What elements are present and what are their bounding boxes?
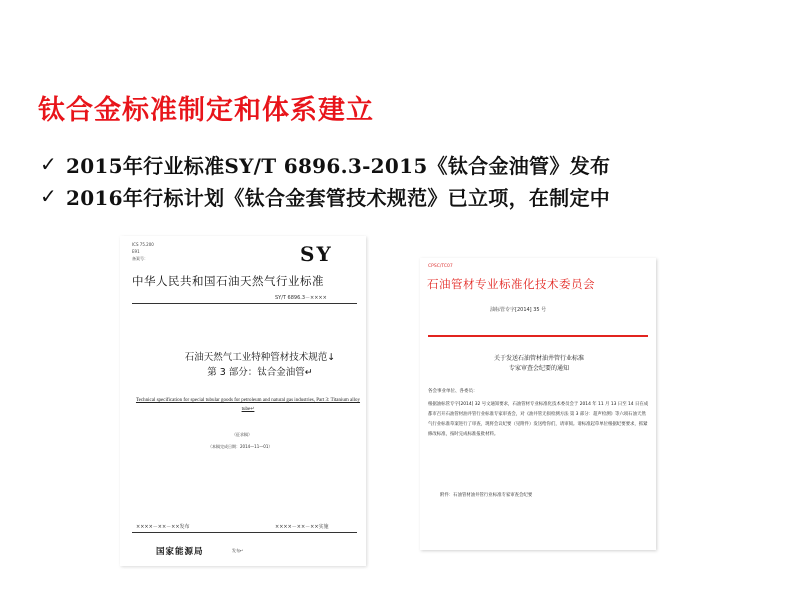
- bullet-text: 2016年行标计划《钛合金套管技术规范》已立项，在制定中: [66, 185, 611, 210]
- red-divider: [428, 335, 648, 337]
- notice-title-line: 专家审查会纪要的通知: [508, 365, 569, 372]
- publish-date: ××××－××－××发布: [136, 524, 190, 530]
- draft-note: （征求稿）: [232, 432, 252, 437]
- document-title: [165, 350, 355, 380]
- bullet-item: [40, 180, 610, 212]
- divider: [132, 303, 357, 304]
- bullet-list: [40, 148, 610, 212]
- standard-code: SY/T 6896.3－××××: [275, 295, 327, 301]
- divider: [132, 532, 357, 533]
- standard-header: 中华人民共和国石油天然气行业标准: [132, 274, 324, 288]
- checkmark-icon: ✓: [40, 184, 57, 208]
- org-code: CPSC/TC07: [428, 264, 453, 269]
- greeting: 各会事业单位、各委员：: [428, 389, 478, 394]
- implement-date: ××××－××－××实施: [275, 524, 329, 530]
- document-number: 油标管专字[2014] 35 号: [490, 307, 547, 313]
- document-title-line: 石油天然气工业特种管材技术规范↓: [184, 352, 336, 363]
- issuer: 国家能源局: [156, 547, 204, 557]
- record-number: 备案号：: [132, 256, 148, 261]
- sy-logo: SY: [300, 242, 333, 266]
- notice-title-line: 关于发送石油管材油井管行业标准: [493, 355, 584, 362]
- issuer-suffix: 发布↵: [232, 548, 244, 553]
- document-title-line: 第 3 部分：钛合金油管↵: [207, 367, 313, 378]
- standard-document-image: [120, 236, 366, 566]
- bullet-item: [40, 148, 610, 180]
- attachment-line: 附件：石油管材油井管行业标准专家审查会纪要: [440, 493, 533, 498]
- finish-date: （本稿完成日期：2014—11—01）: [208, 444, 273, 449]
- ccs-code: E91: [132, 249, 140, 254]
- notice-title: [434, 354, 644, 374]
- notice-document-image: [420, 258, 656, 550]
- english-title: Technical specification for special tubular goods for petroleum and natural gas industries, Part 3: Titanium alloy tube↵: [135, 398, 361, 412]
- checkmark-icon: ✓: [40, 152, 57, 176]
- slide-title: 钛合金标准制定和体系建立: [38, 95, 374, 126]
- ics-code: ICS 75.200: [132, 242, 154, 247]
- org-name: 石油管材专业标准化技术委员会: [427, 277, 595, 291]
- bullet-text: 2015年行业标准SY/T 6896.3-2015《钛合金油管》发布: [66, 153, 611, 178]
- notice-body: 根据油标管专字[2014] 32 号文通知要求，石油管材专业标准化技术委员会于 2014 年 11 月 13 日至 14 日在成都市召开石油管材油井管行业标准专家审查会，对《油井管无损检测方法 第 3 部分：超声检测》等六项石油天然气行业标准草案进行了审查，现将会议纪要（见附件）发送给你们，请审阅。请标准起草单位根据纪要要求，抓紧修改标准，按时完成标准报批材料。: [428, 402, 649, 437]
